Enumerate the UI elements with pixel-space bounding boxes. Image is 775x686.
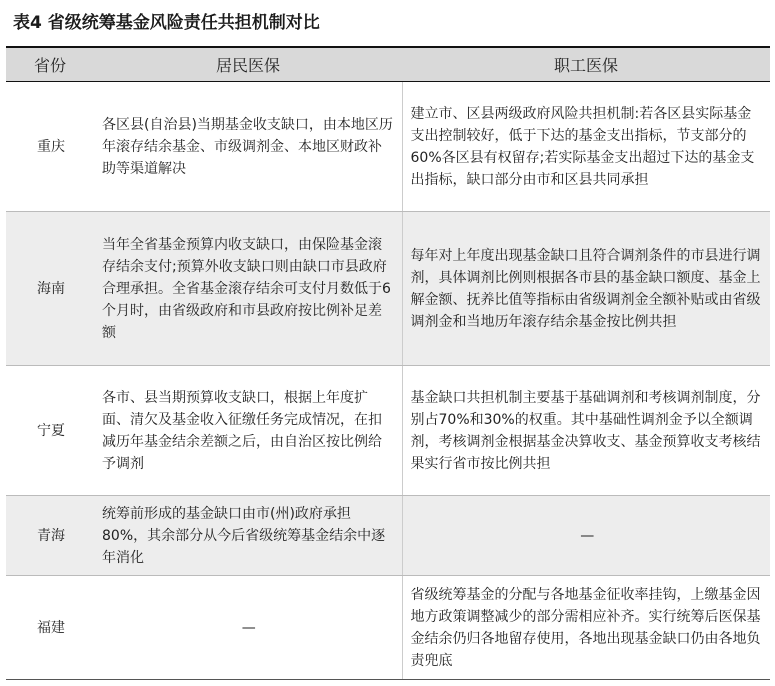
province-cell: 宁夏 [6,366,94,496]
comparison-table [6,46,770,680]
resident-cell: 统筹前形成的基金缺口由市(州)政府承担80%，其余部分从今后省级统筹基金结余中逐年消化 [94,496,402,576]
table-row-chongqing [6,82,770,212]
employee-cell: 每年对上年度出现基金缺口且符合调剂条件的市县进行调剂，具体调剂比例则根据各市县的基金缺口额度、基金上解金额、抚养比值等指标由省级调剂金全额补贴或由省级调剂金和当地历年滚存结余基金按比例共担 [402,212,770,366]
province-cell: 重庆 [6,82,94,212]
employee-cell: 省级统筹基金的分配与各地基金征收率挂钩，上缴基金因地方政策调整减少的部分需相应补齐。实行统筹后医保基金结余仍归各地留存使用，各地出现基金缺口仍由各地负责兜底 [402,576,770,680]
table-row-hainan [6,212,770,366]
table-row-fujian [6,576,770,680]
province-cell: 青海 [6,496,94,576]
resident-cell-empty: — [94,576,402,680]
table-row-ningxia [6,366,770,496]
header-row [6,47,770,82]
province-cell: 海南 [6,212,94,366]
header-resident: 居民医保 [94,47,402,82]
employee-cell: 基金缺口共担机制主要基于基础调剂和考核调剂制度，分别占70%和30%的权重。其中基础性调剂金予以全额调剂，考核调剂金根据基金决算收支、基金预算收支考核结果实行省市按比例共担 [402,366,770,496]
resident-cell: 各市、县当期预算收支缺口，根据上年度扩面、清欠及基金收入征缴任务完成情况，在扣减历年基金结余差额之后，由自治区按比例给予调剂 [94,366,402,496]
province-cell: 福建 [6,576,94,680]
table-row-qinghai [6,496,770,576]
employee-cell-empty: — [402,496,770,576]
employee-cell: 建立市、区县两级政府风险共担机制:若各区县实际基金支出控制较好，低于下达的基金支出指标，节支部分的60%各区县有权留存;若实际基金支出超过下达的基金支出指标，缺口部分由市和区县共同承担 [402,82,770,212]
header-employee: 职工医保 [402,47,770,82]
header-province: 省份 [6,47,94,82]
resident-cell: 当年全省基金预算内收支缺口，由保险基金滚存结余支付;预算外收支缺口则由缺口市县政府合理承担。全省基金滚存结余可支付月数低于6个月时，由省级政府和市县政府按比例补足差额 [94,212,402,366]
table-title: 表4 省级统筹基金风险责任共担机制对比 [13,13,320,33]
resident-cell: 各区县(自治县)当期基金收支缺口，由本地区历年滚存结余基金、市级调剂金、本地区财政补助等渠道解决 [94,82,402,212]
